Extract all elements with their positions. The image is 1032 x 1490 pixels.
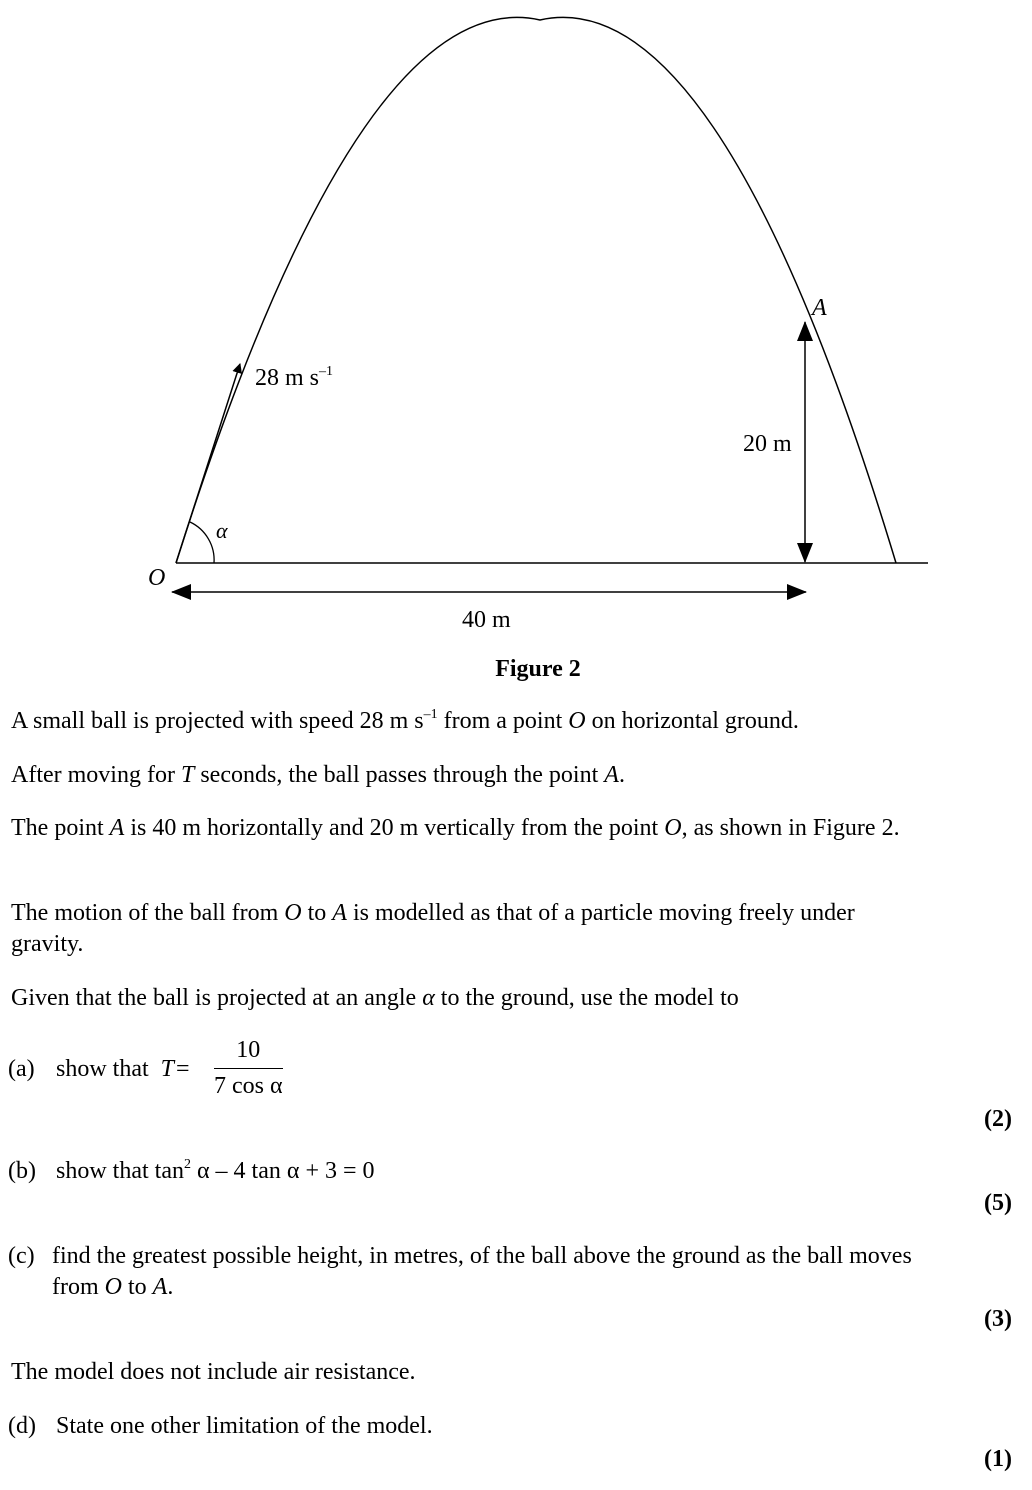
question-a: (a) show that T= <box>8 1054 908 1085</box>
marks-d: (1) <box>984 1446 1012 1472</box>
question-c-label: (c) <box>8 1243 35 1269</box>
point-a-label: A <box>812 295 827 321</box>
intro-paragraph-3: The point A is 40 m horizontally and 20 m vertically from the point O, as shown in Figure 2. <box>11 815 900 841</box>
distance-label: 40 m <box>462 607 511 633</box>
marks-b: (5) <box>984 1190 1012 1216</box>
marks-c: (3) <box>984 1306 1012 1332</box>
figure-caption: Figure 2 <box>495 656 581 682</box>
marks-a: (2) <box>984 1106 1012 1132</box>
fraction-10-over-7cos: $\frac{10}{\text{7 cos α}}$ <box>214 1037 283 1099</box>
speed-label: 28 m $s^{-1}$ <box>255 364 334 391</box>
trajectory-curve <box>176 17 896 563</box>
question-d-label: (d) <box>8 1413 36 1439</box>
angle-label: α <box>216 518 228 543</box>
intro-paragraph-4: The motion of the ball from O to A is modelled as that of a particle moving freely under gravity. <box>11 900 855 957</box>
question-b: (b) show that $\tan^2 \alpha - 4$ tan α + 3 = 0 <box>8 1156 908 1187</box>
intro-paragraph-5: Given that the ball is projected at an angle α to the ground, use the model to <box>11 985 739 1011</box>
velocity-arrow <box>176 364 240 563</box>
intro-paragraph-1: A small ball is projected with speed 28 m $s^{-1}$ from a point O on horizontal ground. <box>11 707 799 734</box>
projectile-figure <box>0 0 1032 700</box>
angle-arc <box>190 522 214 563</box>
figure-svg <box>0 0 1032 700</box>
origin-label: O <box>148 565 166 591</box>
model-note: The model does not include air resistance. <box>11 1359 416 1385</box>
question-d: (d) State one other limitation of the model. <box>8 1411 908 1442</box>
question-a-label: (a) <box>8 1056 35 1082</box>
height-label: 20 m <box>743 431 792 457</box>
intro-paragraph-2: After moving for T seconds, the ball passes through the point A. <box>11 762 625 788</box>
question-c: (c) find the greatest possible height, in metres, of the ball above the ground as the ball moves from O to A. <box>8 1243 912 1300</box>
question-b-label: (b) <box>8 1158 36 1184</box>
